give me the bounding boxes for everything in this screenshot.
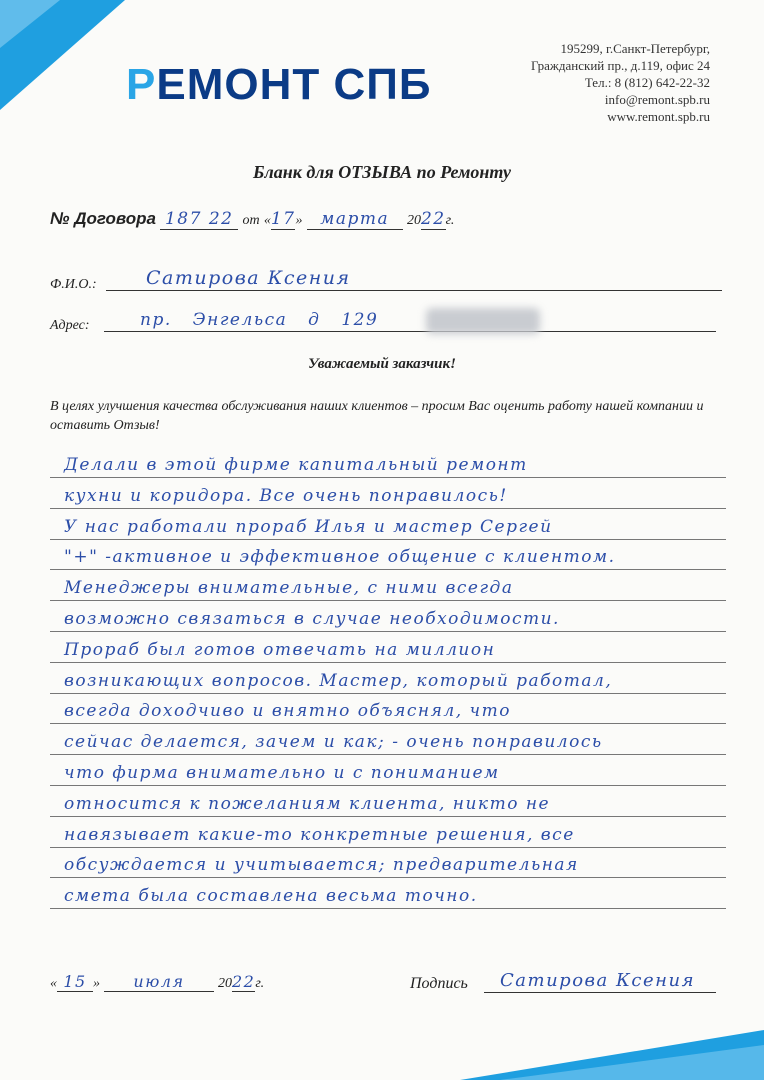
signature-value: Сатирова Ксения [500,970,695,991]
contact-address-city: 195299, г.Санкт-Петербург, [560,41,710,56]
review-line [50,693,726,724]
review-line [50,878,726,909]
review-line [50,663,726,694]
date-open-quote: « [263,213,271,228]
address-label: Адрес: [50,318,90,333]
contract-year: 22 [420,209,446,229]
review-line [50,847,726,878]
contract-day: 17 [270,209,296,229]
contract-row [50,209,454,230]
review-line-text: возникающих вопросов. Мастер, который работал, [64,670,613,691]
name-field [106,264,722,291]
company-contacts [470,40,710,125]
contract-from-label: от [242,213,260,228]
contact-address-street: Гражданский пр., д.119, офис 24 [530,58,710,73]
corner-decoration-bottom [0,1020,764,1080]
address-redaction [426,308,540,334]
sign-month: июля [104,972,214,992]
sign-date-close-quote: » [93,976,100,991]
review-line [50,509,726,540]
review-line-text: Делали в этой фирме капитальный ремонт [64,455,528,475]
review-line-text: обсуждается и учитывается; предварительная [64,855,579,876]
review-line-text: относится к пожеланиям клиента, никто не [64,793,551,814]
review-line-text: что фирма внимательно и с пониманием [64,763,500,783]
greeting: Уважаемый заказчик! [308,356,456,372]
sign-year: 22 [232,972,256,991]
contact-website: www.remont.spb.ru [607,109,710,124]
sign-year-prefix: 20 [218,976,232,991]
name-value: Сатирова Ксения [146,267,351,289]
company-logo [126,60,432,110]
review-line-text: навязывает какие-то конкретные решения, все [64,824,575,845]
contact-email: info@remont.spb.ru [604,92,710,107]
review-line [50,786,726,817]
review-line [50,570,726,601]
name-label: Ф.И.О.: [50,277,97,292]
signature-field [484,966,716,993]
review-line-text: смета была составлена весьма точно. [64,886,478,907]
address-value: пр. Энгельса д 129 [140,310,379,330]
review-line [50,724,726,755]
sign-day: 15 [57,972,93,992]
contract-month: марта [307,209,403,230]
review-line-text: Прораб был готов отвечать на миллион [64,639,496,660]
review-line-text: сейчас делается, зачем и как; - очень понравилось [64,732,603,753]
logo-letter: Р [126,60,157,109]
logo-text: ЕМОНТ СПБ [156,60,432,109]
review-line [50,632,726,663]
sign-date-open-quote: « [50,976,57,991]
year-suffix: г. [445,213,455,228]
address-field [104,305,716,332]
review-line [50,478,726,509]
contract-number: 187 22 [160,209,238,230]
intro-text: В целях улучшения качества обслуживания наших клиентов – просим Вас оценить работу нашей компании и оставить Отзыв! [50,399,704,433]
year-prefix: 20 [406,213,421,228]
review-line-text: возможно связаться в случае необходимости. [64,609,560,629]
review-line-text: Менеджеры внимательные, с ними всегда [64,578,514,599]
review-line [50,755,726,786]
review-line-text: У нас работали прораб Илья и мастер Сергей [64,516,553,537]
sign-date-row [50,972,264,992]
review-line-text: кухни и коридора. Все очень понравилось! [64,485,508,506]
form-title: Бланк для ОТЗЫВА по Ремонту [253,162,511,182]
review-line-text: "+" -активное и эффективное общение с клиентом. [64,547,616,568]
review-line-text: всегда доходчиво и внятно объяснял, что [64,701,511,722]
review-line [50,817,726,848]
review-line [50,447,726,478]
review-line [50,601,726,632]
date-close-quote: » [295,213,303,228]
signature-label: Подпись [410,975,468,992]
review-line [50,539,726,570]
contact-phone: Тел.: 8 (812) 642-22-32 [584,75,710,90]
contract-label: № Договора [50,209,156,228]
sign-year-suffix: г. [255,976,265,991]
